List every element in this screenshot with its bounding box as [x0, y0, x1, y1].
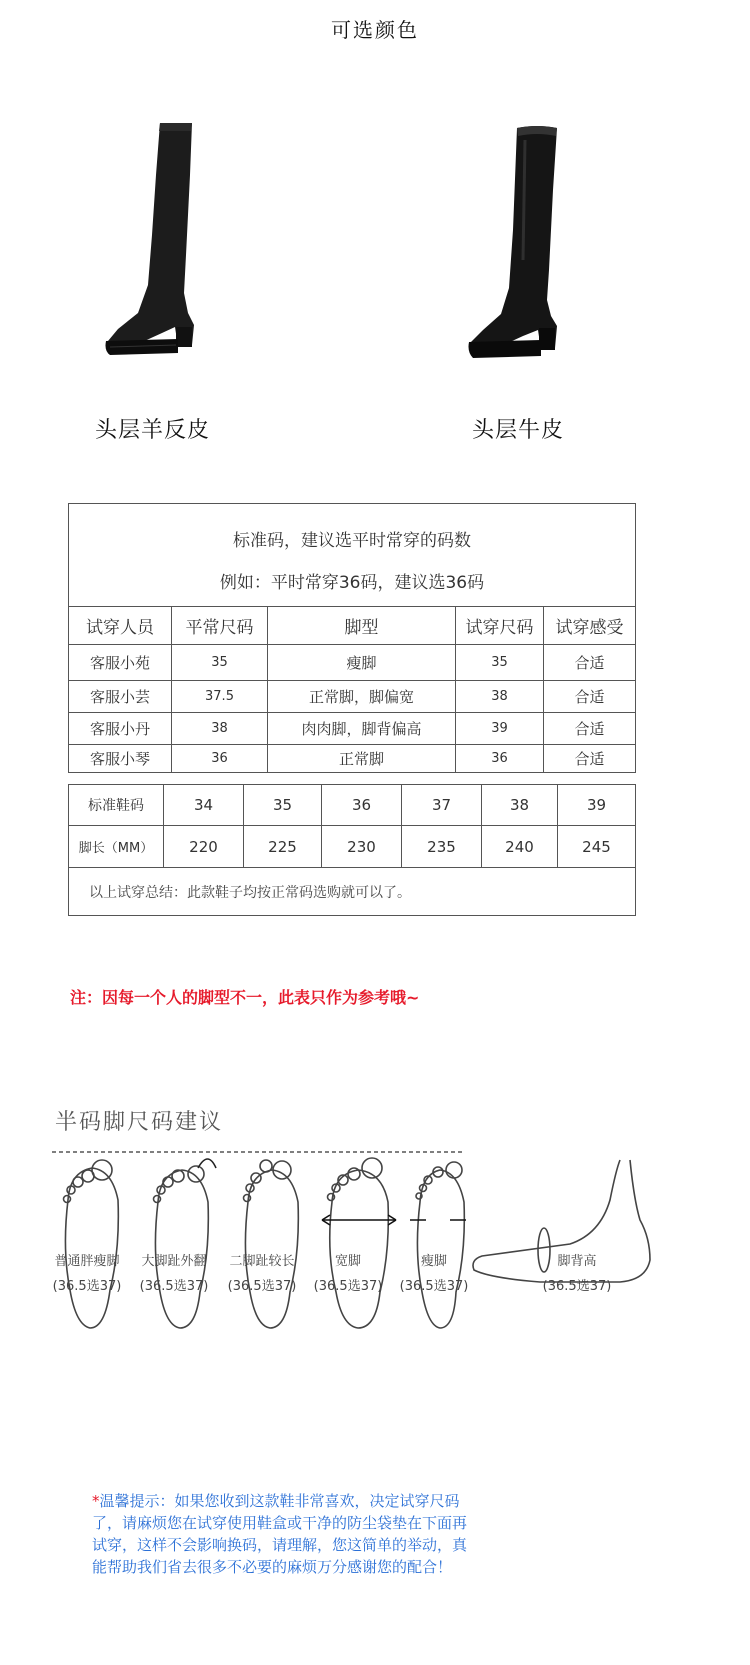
foot-type-advice: (36.5选37): [227, 1279, 297, 1294]
fit-col-tester: 试穿人员: [86, 618, 154, 638]
table-row: 客服小琴: [89, 750, 150, 768]
tip-label: 温馨提示：: [99, 1492, 175, 1510]
foot-type-advice: (36.5选37): [313, 1279, 383, 1294]
table-cell: 37.5: [205, 689, 234, 704]
length-cell: 235: [427, 837, 456, 856]
table-row: 客服小丹: [89, 720, 150, 738]
size-summary: 以上试穿总结：此款鞋子均按正常码选购就可以了。: [89, 885, 411, 901]
size-cell: 39: [586, 796, 607, 814]
fit-col-usual-size: 平常尺码: [185, 618, 254, 638]
foot-type-name: 脚背高: [557, 1254, 597, 1269]
leather-boot-image: [465, 120, 575, 365]
tip-text: 如果您收到这款鞋非常喜欢，决定试穿尺码了，请麻烦您在试穿使用鞋盒或干净的防尘袋垫在下面再试穿，这样不会影响换码，请理解，您这简单的举动，真能帮助我们省去很多不必要的麻烦万分感谢您的配合！: [92, 1492, 468, 1576]
size-cell: 37: [431, 796, 452, 814]
length-cell: 245: [582, 837, 611, 856]
size-cell: 36: [351, 796, 372, 814]
boot-label-suede: 头层羊反皮: [95, 418, 211, 443]
size-row-label: 标准鞋码: [88, 798, 144, 814]
size-cell: 35: [272, 796, 293, 814]
fit-table-header-line2: 例如：平时常穿36码，建议选36码: [219, 573, 485, 593]
foot-type-name: 普通胖瘦脚: [54, 1254, 120, 1269]
foot-type-advice: (36.5选37): [139, 1279, 209, 1294]
table-cell: 合适: [574, 654, 605, 672]
foot-shape-illustrations: [50, 1140, 710, 1330]
foot-type-name: 瘦脚: [420, 1254, 447, 1269]
table-cell: 合适: [574, 688, 605, 706]
table-cell: 瘦脚: [346, 654, 377, 672]
table-row: 客服小芸: [89, 688, 150, 706]
boot-label-leather: 头层牛皮: [472, 418, 565, 443]
size-cell: 34: [193, 796, 214, 814]
table-row: 客服小苑: [89, 654, 150, 672]
foot-type-name: 二脚趾较长: [229, 1254, 295, 1269]
half-size-title: 半码脚尺码建议: [55, 1110, 224, 1135]
reference-note: 注：因每一个人的脚型不一，此表只作为参考哦~: [70, 988, 420, 1007]
foot-type-advice: (36.5选37): [399, 1279, 469, 1294]
fit-col-tried-size: 试穿尺码: [465, 618, 534, 638]
size-cell: 38: [509, 796, 530, 814]
fit-col-foot-type: 脚型: [344, 618, 379, 638]
fit-table-header-line1: 标准码，建议选平时常穿的码数: [233, 531, 471, 551]
length-cell: 225: [268, 837, 297, 856]
table-cell: 合适: [574, 750, 605, 768]
size-table: [68, 784, 636, 916]
table-cell: 38: [211, 721, 228, 736]
suede-boot-image: [100, 115, 210, 365]
table-cell: 36: [491, 751, 508, 766]
length-cell: 220: [189, 837, 218, 856]
length-cell: 230: [347, 837, 376, 856]
table-cell: 35: [211, 655, 228, 670]
table-cell: 35: [491, 655, 508, 670]
table-cell: 36: [211, 751, 228, 766]
length-cell: 240: [505, 837, 534, 856]
table-cell: 38: [491, 689, 508, 704]
table-cell: 合适: [574, 720, 605, 738]
section-title: 可选颜色: [331, 18, 419, 42]
foot-type-advice: (36.5选37): [52, 1279, 122, 1294]
foot-type-name: 宽脚: [334, 1254, 361, 1269]
tip-star: *: [92, 1492, 100, 1510]
foot-type-advice: (36.5选37): [542, 1279, 612, 1294]
table-cell: 正常脚，脚偏宽: [308, 688, 414, 706]
table-cell: 正常脚: [338, 750, 384, 768]
foot-type-name: 大脚趾外翻: [141, 1254, 207, 1269]
length-row-label: 脚长（MM）: [78, 841, 154, 856]
fit-table: [68, 503, 636, 773]
fit-col-feeling: 试穿感受: [555, 618, 624, 638]
warm-tip: [92, 1490, 472, 1578]
table-cell: 肉肉脚，脚背偏高: [301, 720, 422, 738]
table-cell: 39: [491, 721, 508, 736]
